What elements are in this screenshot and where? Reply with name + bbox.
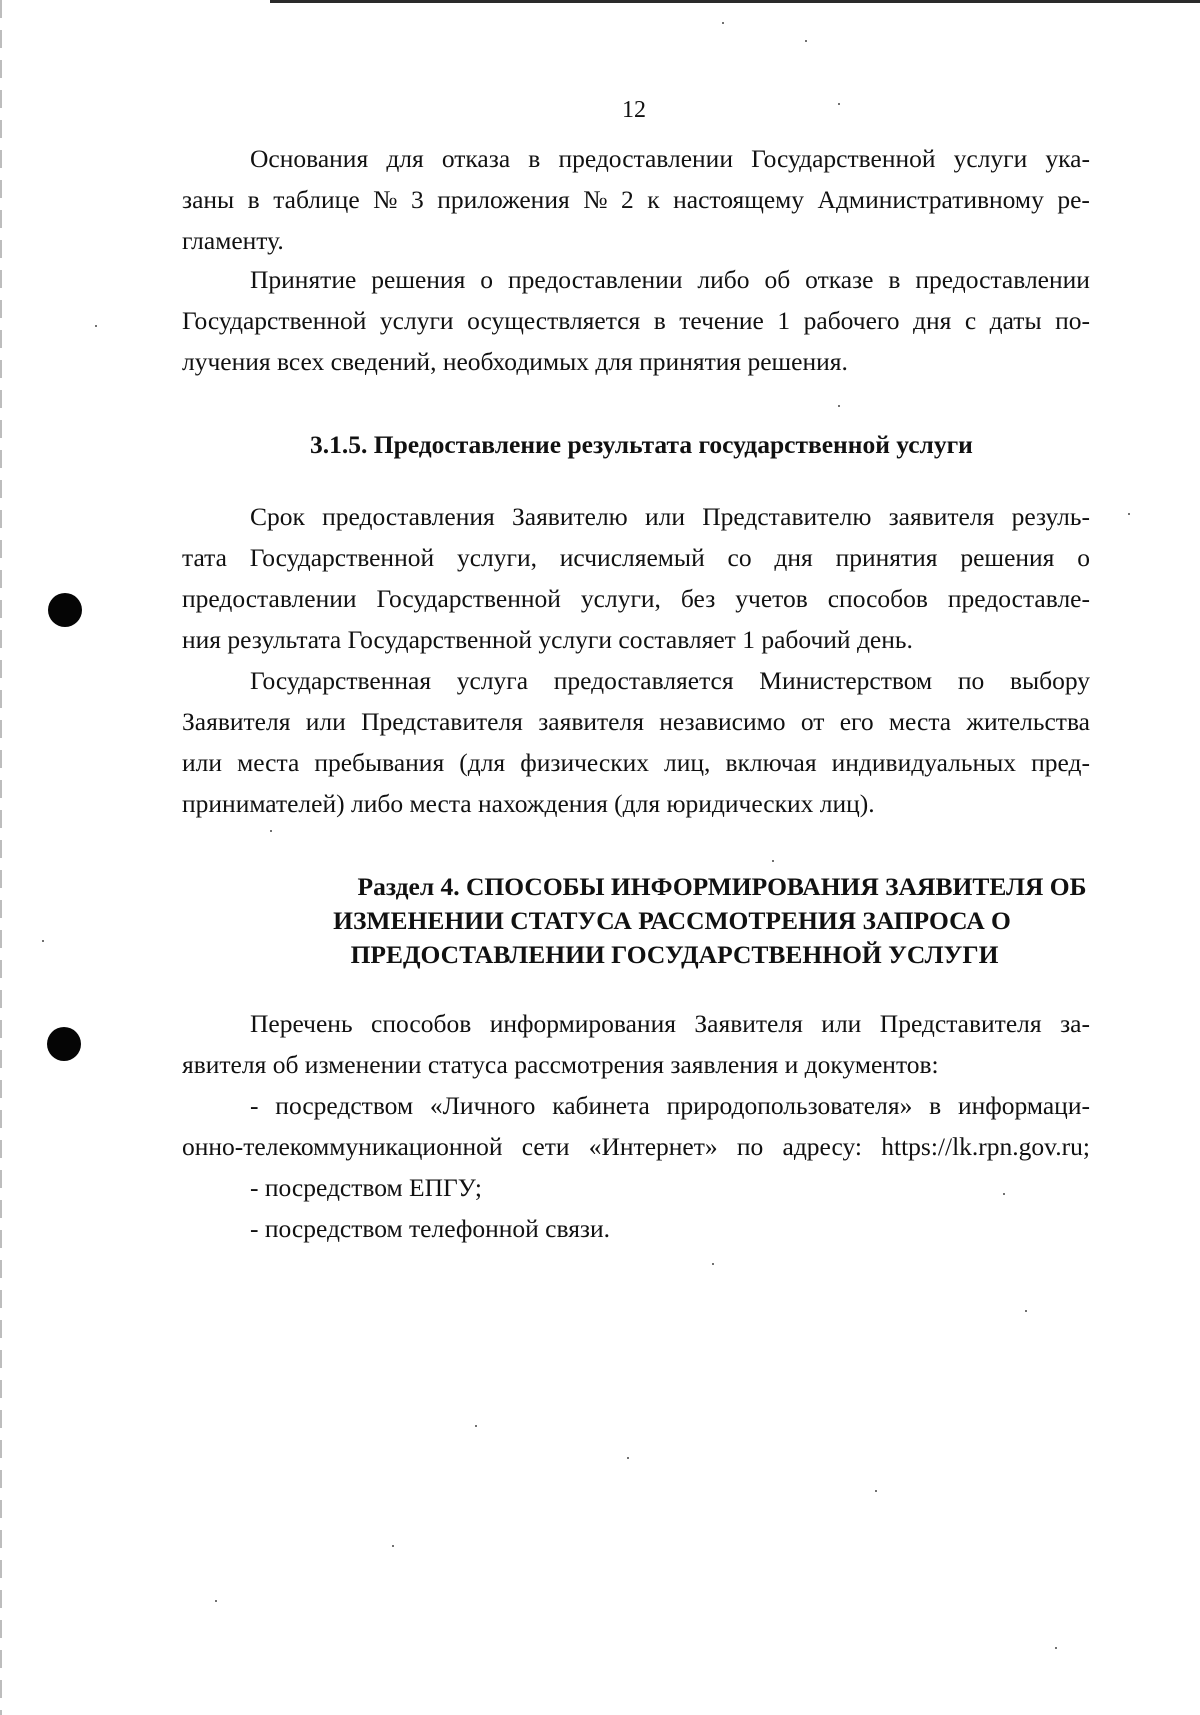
word: выбору bbox=[1009, 666, 1090, 695]
list-item-continuation bbox=[182, 1126, 1090, 1167]
word: «Интернет» bbox=[588, 1132, 718, 1161]
word: резуль- bbox=[1011, 502, 1090, 531]
word: предоставлении bbox=[558, 144, 733, 173]
word: без bbox=[680, 584, 716, 613]
word: 2 bbox=[621, 185, 634, 214]
heading-line: Раздел 4. СПОСОБЫ ИНФОРМИРОВАНИЯ ЗАЯВИТЕЛЯ ОБ bbox=[357, 872, 1087, 901]
word: от bbox=[800, 707, 825, 736]
word: 3 bbox=[410, 185, 424, 214]
text-line: гламенту. bbox=[182, 226, 284, 255]
text-line bbox=[182, 537, 1090, 578]
word: пребывания bbox=[314, 748, 445, 777]
punch-hole-mark bbox=[48, 593, 82, 627]
text-line bbox=[182, 1003, 1090, 1044]
paragraph-notification-methods bbox=[182, 1003, 1090, 1085]
punch-hole-mark bbox=[47, 1027, 81, 1061]
word: - bbox=[250, 1091, 259, 1120]
text-line bbox=[182, 660, 1090, 701]
scan-speck bbox=[722, 22, 724, 24]
word: независимо bbox=[659, 707, 786, 736]
text-line: ния результата Государственной услуги составляет 1 рабочий день. bbox=[182, 625, 913, 654]
word: с bbox=[964, 306, 977, 335]
scan-speck bbox=[392, 1545, 394, 1547]
word: предоставлении bbox=[182, 584, 357, 613]
word: или bbox=[305, 707, 346, 736]
scan-speck bbox=[42, 940, 44, 942]
word: природопользователя» bbox=[666, 1091, 913, 1120]
scan-speck bbox=[627, 1457, 629, 1459]
word: дня bbox=[912, 306, 952, 335]
word: информирования bbox=[489, 1009, 676, 1038]
word: отказа bbox=[441, 144, 511, 173]
paragraph-refusal-grounds bbox=[182, 138, 1090, 261]
word: по- bbox=[1055, 306, 1090, 335]
word: даты bbox=[989, 306, 1042, 335]
word: кабинета bbox=[552, 1091, 650, 1120]
word: Административному bbox=[817, 185, 1044, 214]
paragraph-service-provision bbox=[182, 660, 1090, 824]
word: решения bbox=[371, 265, 466, 294]
word: заявителя bbox=[538, 707, 644, 736]
word: включая bbox=[725, 748, 817, 777]
word: в bbox=[653, 306, 666, 335]
word: Государственной bbox=[182, 306, 367, 335]
section-heading-3-1-5: 3.1.5. Предоставление результата государственной услуги bbox=[310, 430, 973, 459]
word: его bbox=[839, 707, 874, 736]
word: либо bbox=[697, 265, 750, 294]
word: онно-телекоммуникационной bbox=[182, 1132, 503, 1161]
word: Заявителю bbox=[511, 502, 628, 531]
word: в bbox=[929, 1091, 942, 1120]
word: предоставлении bbox=[915, 265, 1090, 294]
word: № bbox=[373, 185, 398, 214]
word: посредством bbox=[275, 1091, 414, 1120]
list-item: - посредством телефонной связи. bbox=[250, 1214, 611, 1243]
word: предоставле- bbox=[947, 584, 1090, 613]
word: предоставляется bbox=[553, 666, 734, 695]
scan-speck bbox=[772, 860, 774, 862]
word: Принятие bbox=[250, 265, 357, 294]
word: 1 bbox=[777, 306, 791, 335]
text-line bbox=[182, 259, 1090, 300]
word: принятия bbox=[835, 543, 938, 572]
scan-speck bbox=[215, 1600, 217, 1602]
word: или bbox=[644, 502, 685, 531]
scan-speck bbox=[475, 1425, 477, 1427]
scan-speck bbox=[712, 1263, 714, 1265]
word: Заявителя bbox=[694, 1009, 803, 1038]
scan-speck bbox=[805, 40, 807, 42]
scan-left-edge bbox=[0, 0, 2, 1715]
word: (для bbox=[459, 748, 506, 777]
scan-speck bbox=[1055, 1647, 1057, 1649]
word: к bbox=[647, 185, 660, 214]
word: со bbox=[727, 543, 752, 572]
word: решения bbox=[960, 543, 1055, 572]
word: учетов bbox=[735, 584, 808, 613]
text-line bbox=[182, 701, 1090, 742]
list-item: - посредством ЕПГУ; bbox=[250, 1173, 482, 1202]
section-heading-4 bbox=[182, 870, 1200, 972]
word: предоставлении bbox=[507, 265, 683, 294]
word: пред- bbox=[1031, 748, 1090, 777]
word: течение bbox=[679, 306, 764, 335]
word: по bbox=[957, 666, 985, 695]
paragraph-decision bbox=[182, 259, 1090, 382]
scan-top-rule bbox=[270, 0, 1200, 3]
word: дня bbox=[774, 543, 813, 572]
word: о bbox=[480, 265, 493, 294]
word: за- bbox=[1060, 1009, 1090, 1038]
heading-line: ИЗМЕНЕНИИ СТАТУСА РАССМОТРЕНИЯ ЗАПРОСА О bbox=[333, 906, 1011, 935]
word: № bbox=[583, 185, 608, 214]
text-line: лучения всех сведений, необходимых для принятия решения. bbox=[182, 347, 848, 376]
text-line bbox=[182, 300, 1090, 341]
word: в bbox=[247, 185, 260, 214]
scan-speck bbox=[270, 830, 272, 832]
word: по bbox=[736, 1132, 764, 1161]
word: Представителя bbox=[879, 1009, 1042, 1038]
word: ре- bbox=[1057, 185, 1090, 214]
word: Перечень bbox=[250, 1009, 353, 1038]
word: об bbox=[764, 265, 791, 294]
text-line bbox=[182, 578, 1090, 619]
word: места bbox=[237, 748, 300, 777]
text-line bbox=[182, 138, 1090, 179]
paragraph-result-term bbox=[182, 496, 1090, 660]
word: информаци- bbox=[957, 1091, 1090, 1120]
word: лиц, bbox=[664, 748, 711, 777]
text-line bbox=[182, 742, 1090, 783]
word: таблице bbox=[273, 185, 360, 214]
word: Заявителя bbox=[182, 707, 291, 736]
scan-speck bbox=[838, 405, 840, 407]
scan-speck bbox=[1128, 513, 1130, 515]
word: настоящему bbox=[673, 185, 805, 214]
word: способов bbox=[827, 584, 928, 613]
list-item bbox=[182, 1085, 1090, 1126]
word: https://lk.rpn.gov.ru; bbox=[881, 1132, 1090, 1161]
word: услуга bbox=[456, 666, 529, 695]
word: Государственной bbox=[751, 144, 936, 173]
word: Основания bbox=[250, 144, 369, 173]
word: Министерством bbox=[759, 666, 933, 695]
word: о bbox=[1077, 543, 1090, 572]
word: Срок bbox=[250, 502, 305, 531]
word: адресу: bbox=[782, 1132, 862, 1161]
word: Государственной bbox=[249, 543, 435, 572]
word: тата bbox=[182, 543, 227, 572]
word: услуги bbox=[379, 306, 454, 335]
text-line: явителя об изменении статуса рассмотрения заявления и документов: bbox=[182, 1050, 939, 1079]
text-line bbox=[182, 496, 1090, 537]
word: в bbox=[888, 265, 901, 294]
word: или bbox=[821, 1009, 862, 1038]
word: предоставления bbox=[322, 502, 495, 531]
word: Государственной bbox=[376, 584, 561, 613]
text-line bbox=[182, 179, 1090, 220]
word: места bbox=[888, 707, 952, 736]
scan-speck bbox=[1025, 1310, 1027, 1312]
notification-methods-list bbox=[182, 1085, 1090, 1249]
word: способов bbox=[371, 1009, 472, 1038]
word: приложения bbox=[437, 185, 570, 214]
word: заны bbox=[182, 185, 235, 214]
word: заявителя bbox=[888, 502, 995, 531]
text-line: принимателей) либо места нахождения (для юридических лиц). bbox=[182, 789, 875, 818]
word: Государственная bbox=[250, 666, 432, 695]
heading-line: ПРЕДОСТАВЛЕНИИ ГОСУДАРСТВЕННОЙ УСЛУГИ bbox=[350, 940, 999, 969]
word: исчисляемый bbox=[559, 543, 705, 572]
word: услуги bbox=[953, 144, 1028, 173]
word: услуги, bbox=[580, 584, 661, 613]
word: сети bbox=[521, 1132, 570, 1161]
word: для bbox=[386, 144, 424, 173]
word: рабочего bbox=[803, 306, 900, 335]
word: в bbox=[528, 144, 541, 173]
word: отказе bbox=[805, 265, 874, 294]
word: «Личного bbox=[429, 1091, 536, 1120]
word: физических bbox=[520, 748, 649, 777]
word: индивидуальных bbox=[831, 748, 1017, 777]
word: или bbox=[182, 748, 223, 777]
word: услуги, bbox=[456, 543, 537, 572]
page-number: 12 bbox=[622, 97, 646, 123]
word: ука- bbox=[1045, 144, 1090, 173]
word: осуществляется bbox=[467, 306, 641, 335]
scan-speck bbox=[95, 325, 97, 327]
word: Представителя bbox=[361, 707, 523, 736]
word: жительства bbox=[966, 707, 1090, 736]
scan-speck bbox=[875, 1490, 877, 1492]
word: Представителю bbox=[702, 502, 872, 531]
